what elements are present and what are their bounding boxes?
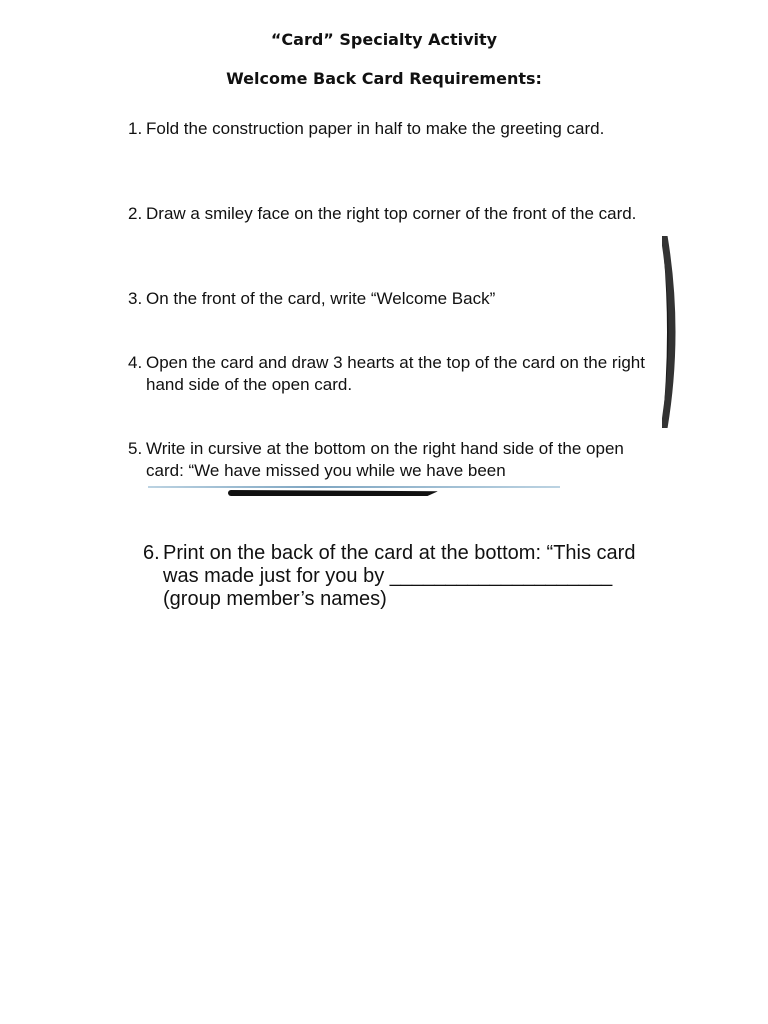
document-subtitle: Welcome Back Card Requirements: xyxy=(226,69,542,88)
scan-shadow-arc xyxy=(662,236,680,428)
item-text: Draw a smiley face on the right top corner of the front of the card. xyxy=(146,204,637,223)
item-number: 4. xyxy=(128,353,143,372)
item-number: 3. xyxy=(128,289,143,308)
item-number: 5. xyxy=(128,439,143,458)
item-text: On the front of the card, write “Welcome Back” xyxy=(146,289,496,308)
scan-edge-line xyxy=(148,486,560,488)
list-item-clipped xyxy=(128,438,648,488)
document-title: “Card” Specialty Activity xyxy=(270,30,498,49)
item-text: Open the card and draw 3 hearts at the top of the card on the right hand side of the open card. xyxy=(146,353,645,394)
item-text: Fold the construction paper in half to make the greeting card. xyxy=(146,119,605,138)
scan-smudge xyxy=(228,490,438,496)
item-number: 1. xyxy=(128,119,143,138)
item-text: Print on the back of the card at the bottom: “This card was made just for you by ____________________ (group member’s names) xyxy=(163,542,636,610)
item-text: Write in cursive at the bottom on the right hand side of the open card: “We have missed you while we have been xyxy=(146,439,624,480)
item-number: 2. xyxy=(128,204,143,223)
item-number: 6. xyxy=(143,542,160,564)
